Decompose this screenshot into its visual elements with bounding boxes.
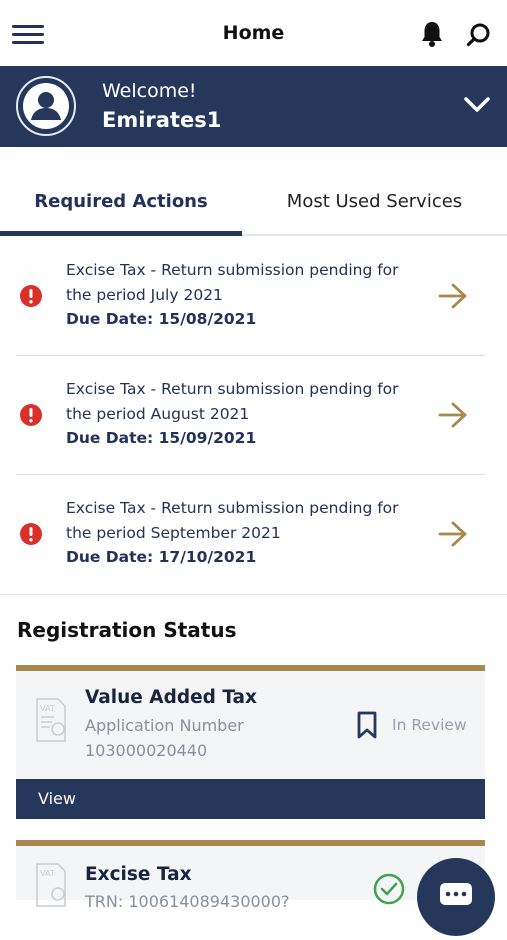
chat-button[interactable] (417, 858, 495, 936)
status-badge: In Review (392, 716, 467, 734)
due-date: Due Date: 17/10/2021 (66, 548, 257, 566)
top-app-bar (0, 0, 507, 66)
action-description (66, 258, 428, 332)
chat-icon (417, 858, 495, 936)
list-item[interactable] (0, 356, 507, 475)
card-accent-bar (16, 840, 485, 846)
action-description (66, 377, 428, 451)
action-line: the period September 2021 (66, 523, 281, 542)
trn-number: TRN: 100614089430000? (85, 892, 290, 911)
action-line: the period August 2021 (66, 404, 250, 423)
arrow-right-icon[interactable] (437, 402, 469, 428)
action-line: Excise Tax - Return submission pending for (66, 261, 399, 279)
registration-card[interactable] (16, 840, 485, 911)
chevron-down-icon[interactable] (463, 94, 491, 116)
list-item[interactable] (0, 475, 507, 594)
arrow-right-icon[interactable] (437, 521, 469, 547)
arrow-right-icon[interactable] (437, 283, 469, 309)
alert-icon (19, 284, 43, 308)
registration-card[interactable] (16, 665, 485, 819)
card-label: Application Number (85, 716, 244, 735)
bell-icon[interactable] (419, 20, 445, 48)
user-icon (23, 83, 69, 129)
tab-most-used-services[interactable]: Most Used Services (286, 191, 463, 212)
card-accent-bar (16, 665, 485, 671)
action-line: Excise Tax - Return submission pending for (66, 499, 399, 517)
vat-document-icon (34, 697, 68, 743)
action-description (66, 496, 428, 570)
welcome-banner[interactable] (0, 66, 507, 147)
check-circle-icon (373, 873, 405, 905)
svg-text:VAT: VAT (40, 704, 55, 713)
excise-document-icon (34, 862, 68, 908)
due-date: Due Date: 15/09/2021 (66, 429, 257, 447)
action-line: the period July 2021 (66, 285, 223, 304)
application-number: 103000020440 (85, 741, 208, 760)
section-divider (0, 594, 507, 595)
avatar[interactable] (16, 76, 76, 136)
welcome-greeting: Welcome! (102, 80, 197, 102)
list-item[interactable] (0, 237, 507, 356)
action-line: Excise Tax - Return submission pending for (66, 380, 399, 398)
view-button[interactable]: View (16, 779, 485, 819)
bookmark-icon[interactable] (356, 711, 378, 739)
section-title: Registration Status (17, 618, 237, 642)
search-icon[interactable] (466, 22, 492, 48)
svg-text:VAT: VAT (40, 869, 55, 878)
tab-bar (0, 178, 507, 236)
alert-icon (19, 522, 43, 546)
account-name: Emirates1 (102, 108, 222, 132)
alert-icon (19, 403, 43, 427)
card-title: Excise Tax (85, 864, 192, 885)
card-title: Value Added Tax (85, 687, 257, 708)
tab-required-actions[interactable]: Required Actions (0, 178, 242, 236)
page-title: Home (222, 22, 285, 44)
due-date: Due Date: 15/08/2021 (66, 310, 257, 328)
